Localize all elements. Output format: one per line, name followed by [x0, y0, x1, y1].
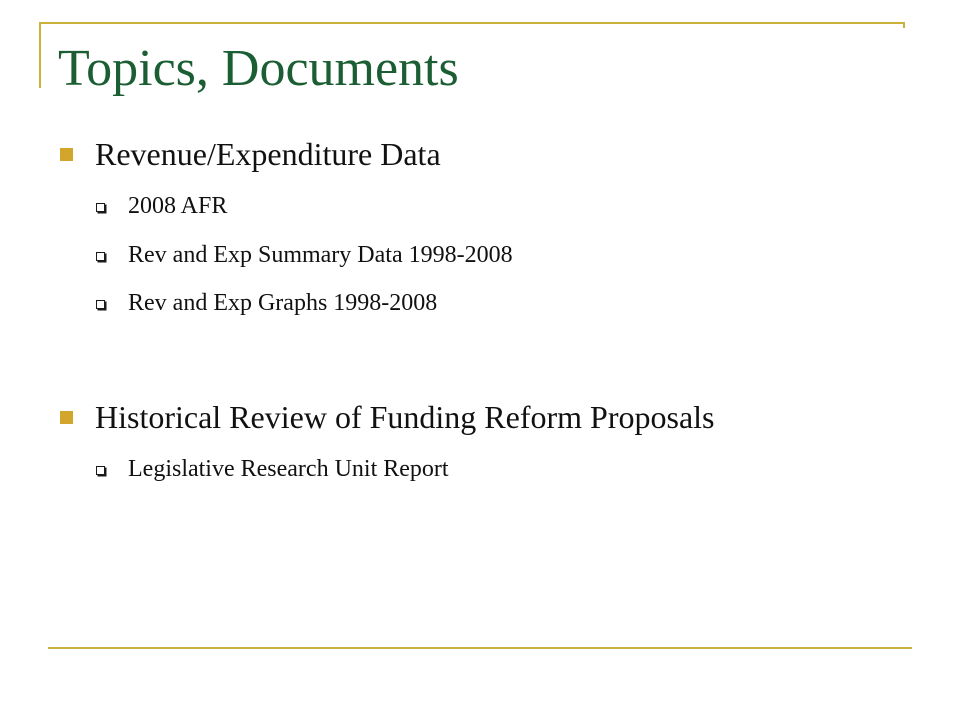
section-heading-label: Historical Review of Funding Reform Proposals	[95, 399, 715, 435]
square-bullet-icon	[60, 411, 73, 424]
top-rule	[40, 22, 904, 24]
list-item-label: Rev and Exp Graphs 1998-2008	[128, 290, 438, 316]
bottom-rule	[48, 647, 912, 649]
section-heading-label: Revenue/Expenditure Data	[95, 136, 441, 172]
slide-title: Topics, Documents	[58, 40, 459, 97]
square-bullet-icon	[60, 148, 73, 161]
list-item-label: Legislative Research Unit Report	[128, 456, 449, 482]
list-item	[96, 287, 437, 319]
hollow-square-bullet-icon	[96, 203, 105, 212]
section-heading-revenue	[60, 134, 441, 174]
list-item	[96, 190, 227, 222]
list-item	[96, 453, 449, 485]
hollow-square-bullet-icon	[96, 300, 105, 309]
section-heading-historical	[60, 397, 714, 437]
left-rule	[39, 22, 41, 88]
list-item-label: Rev and Exp Summary Data 1998-2008	[128, 242, 513, 268]
list-item	[96, 239, 513, 271]
list-item-label: 2008 AFR	[128, 193, 228, 219]
hollow-square-bullet-icon	[96, 466, 105, 475]
hollow-square-bullet-icon	[96, 252, 105, 261]
right-rule-tick	[903, 22, 905, 28]
